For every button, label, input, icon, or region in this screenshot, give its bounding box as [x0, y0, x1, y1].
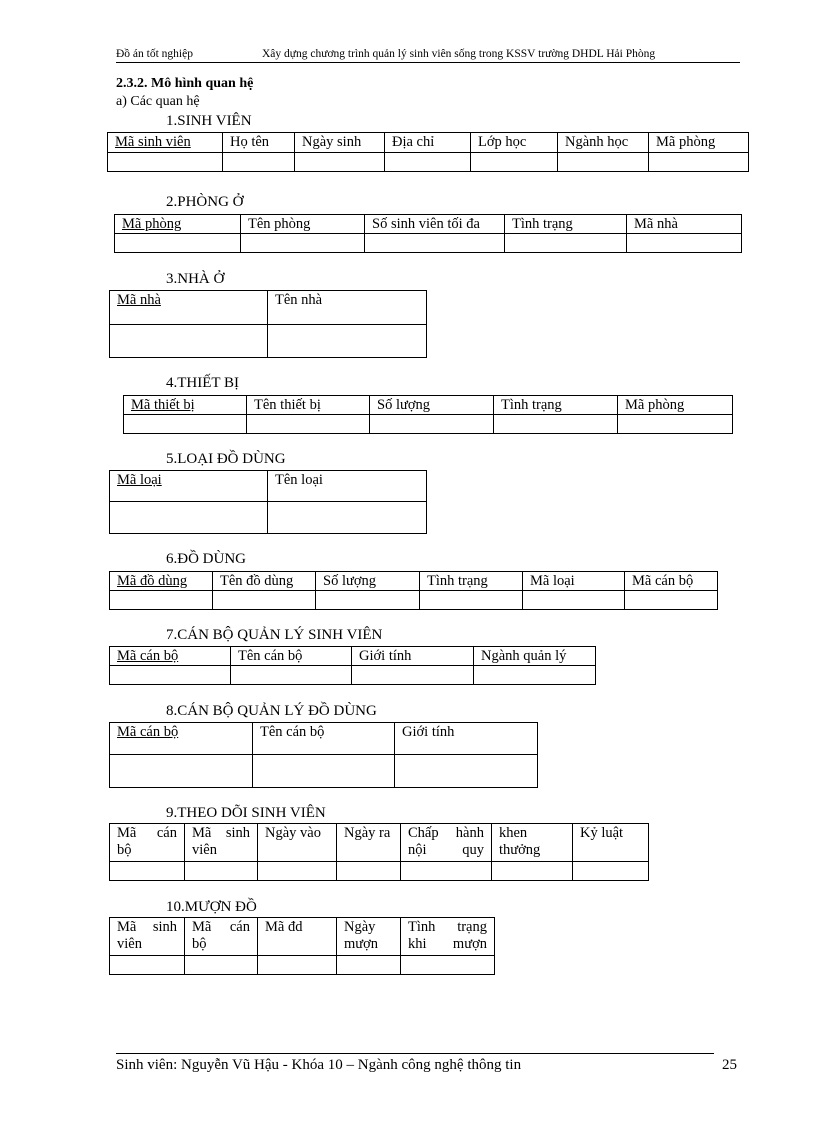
table-empty-cell	[492, 862, 573, 881]
table-empty-cell	[471, 153, 558, 172]
relation-table-muon-do	[109, 917, 495, 975]
table-empty-cell	[258, 956, 337, 975]
table-header-cell: Mã sinh viên	[110, 918, 185, 956]
table-header-cell: Tên phòng	[241, 215, 365, 234]
header-right: Xây dựng chương trình quản lý sinh viên sống trong KSSV trường DHDL Hải Phòng	[262, 48, 656, 60]
table-header-cell: Mã loại	[523, 572, 625, 591]
table-header-cell: Lớp học	[471, 133, 558, 153]
table-empty-cell	[231, 666, 352, 685]
table-header-cell: Tên nhà	[268, 291, 427, 325]
table-header-cell: Giới tính	[352, 647, 474, 666]
relation-table-theo-doi-sinh-vien	[109, 823, 649, 881]
table-header-cell: Mã phòng	[618, 396, 733, 415]
relation-table-phong-o	[114, 214, 742, 253]
table-empty-cell	[110, 591, 213, 610]
relation-table-can-bo-ql-do-dung	[109, 722, 538, 788]
table-empty-cell	[295, 153, 385, 172]
relation-title-theo-doi-sinh-vien: 9.THEO DÕI SINH VIÊN	[166, 805, 326, 821]
table-header-cell: Mã đd	[258, 918, 337, 956]
page-number: 25	[722, 1057, 737, 1073]
table-header-cell: Mã nhà	[627, 215, 742, 234]
table-header-cell: Mã sinh viên	[185, 824, 258, 862]
table-header-cell: Tên đồ dùng	[213, 572, 316, 591]
table-header-cell: Ngày vào	[258, 824, 337, 862]
table-empty-cell	[268, 325, 427, 358]
relation-title-sinh-vien: 1.SINH VIÊN	[166, 113, 252, 129]
table-header-cell: Mã nhà	[110, 291, 268, 325]
section-subtitle: a) Các quan hệ	[116, 94, 200, 109]
table-empty-cell	[258, 862, 337, 881]
relation-title-can-bo-ql-do-dung: 8.CÁN BỘ QUẢN LÝ ĐỒ DÙNG	[166, 703, 377, 719]
relation-title-do-dung: 6.ĐỒ DÙNG	[166, 551, 246, 567]
table-header-cell: Số lượng	[316, 572, 420, 591]
table-empty-cell	[505, 234, 627, 253]
table-empty-cell	[558, 153, 649, 172]
table-empty-cell	[247, 415, 370, 434]
table-empty-cell	[365, 234, 505, 253]
table-header-cell: Mã cán bộ	[625, 572, 718, 591]
table-empty-cell	[573, 862, 649, 881]
table-header-cell: Ngày mượn	[337, 918, 401, 956]
footer-text: Sinh viên: Nguyễn Vũ Hậu - Khóa 10 – Ngành công nghệ thông tin	[116, 1057, 522, 1073]
table-empty-cell	[316, 591, 420, 610]
relation-title-nha-o: 3.NHÀ Ở	[166, 271, 225, 287]
table-empty-cell	[241, 234, 365, 253]
table-header-cell: Tình trạng	[505, 215, 627, 234]
table-header-cell: Tình trạng khi mượn	[401, 918, 495, 956]
table-header-cell: Tên cán bộ	[253, 723, 395, 755]
relation-table-thiet-bi	[123, 395, 733, 434]
table-header-cell: Ngày sinh	[295, 133, 385, 153]
table-header-cell: Mã loại	[110, 471, 268, 502]
table-empty-cell	[627, 234, 742, 253]
table-header-cell: Mã cán bộ	[110, 647, 231, 666]
table-empty-cell	[420, 591, 523, 610]
header-left: Đồ án tốt nghiệp	[116, 48, 193, 60]
table-empty-cell	[110, 956, 185, 975]
table-empty-cell	[108, 153, 223, 172]
relation-table-loai-do-dung	[109, 470, 427, 534]
table-header-cell: Tên loại	[268, 471, 427, 502]
table-header-cell: Ngành học	[558, 133, 649, 153]
table-empty-cell	[110, 862, 185, 881]
table-header-cell: Tên cán bộ	[231, 647, 352, 666]
table-empty-cell	[401, 956, 495, 975]
header-rule	[116, 62, 740, 63]
table-empty-cell	[494, 415, 618, 434]
relation-title-muon-do: 10.MƯỢN ĐỒ	[166, 899, 257, 915]
table-empty-cell	[185, 956, 258, 975]
footer-rule	[116, 1053, 714, 1054]
table-header-cell: Mã phòng	[649, 133, 749, 153]
relation-title-loai-do-dung: 5.LOẠI ĐỒ DÙNG	[166, 451, 286, 467]
relation-table-nha-o	[109, 290, 427, 358]
table-header-cell: Số sinh viên tối đa	[365, 215, 505, 234]
table-header-cell: Chấp hành nội quy	[401, 824, 492, 862]
table-header-cell: Mã sinh viên	[108, 133, 223, 153]
table-header-cell: Tình trạng	[420, 572, 523, 591]
relation-table-do-dung	[109, 571, 718, 610]
table-empty-cell	[110, 755, 253, 788]
table-header-cell: Ngày ra	[337, 824, 401, 862]
table-empty-cell	[370, 415, 494, 434]
relation-title-thiet-bi: 4.THIẾT BỊ	[166, 375, 240, 391]
table-header-cell: Số lượng	[370, 396, 494, 415]
table-header-cell: Mã thiết bị	[124, 396, 247, 415]
table-empty-cell	[337, 956, 401, 975]
table-empty-cell	[223, 153, 295, 172]
table-empty-cell	[337, 862, 401, 881]
table-header-cell: Tình trạng	[494, 396, 618, 415]
table-header-cell: Mã cán bộ	[110, 723, 253, 755]
table-empty-cell	[110, 325, 268, 358]
table-empty-cell	[213, 591, 316, 610]
table-header-cell: Kỷ luật	[573, 824, 649, 862]
table-empty-cell	[253, 755, 395, 788]
relation-table-sinh-vien	[107, 132, 749, 172]
table-header-cell: Mã phòng	[115, 215, 241, 234]
table-empty-cell	[385, 153, 471, 172]
table-header-cell: Tên thiết bị	[247, 396, 370, 415]
table-empty-cell	[523, 591, 625, 610]
table-header-cell: Mã cán bộ	[185, 918, 258, 956]
table-empty-cell	[395, 755, 538, 788]
table-empty-cell	[474, 666, 596, 685]
table-header-cell: Mã đồ dùng	[110, 572, 213, 591]
relation-title-can-bo-ql-sinh-vien: 7.CÁN BỘ QUẢN LÝ SINH VIÊN	[166, 627, 383, 643]
table-header-cell: khen thưởng	[492, 824, 573, 862]
table-header-cell: Mã cán bộ	[110, 824, 185, 862]
table-header-cell: Ngành quản lý	[474, 647, 596, 666]
table-empty-cell	[110, 502, 268, 534]
table-empty-cell	[115, 234, 241, 253]
table-empty-cell	[110, 666, 231, 685]
table-empty-cell	[185, 862, 258, 881]
table-empty-cell	[268, 502, 427, 534]
table-header-cell: Họ tên	[223, 133, 295, 153]
table-empty-cell	[124, 415, 247, 434]
table-empty-cell	[649, 153, 749, 172]
relation-table-can-bo-ql-sinh-vien	[109, 646, 596, 685]
table-empty-cell	[401, 862, 492, 881]
table-empty-cell	[352, 666, 474, 685]
table-empty-cell	[618, 415, 733, 434]
table-header-cell: Địa chỉ	[385, 133, 471, 153]
section-title: 2.3.2. Mô hình quan hệ	[116, 76, 254, 91]
table-header-cell: Giới tính	[395, 723, 538, 755]
table-empty-cell	[625, 591, 718, 610]
relation-title-phong-o: 2.PHÒNG Ở	[166, 194, 244, 210]
